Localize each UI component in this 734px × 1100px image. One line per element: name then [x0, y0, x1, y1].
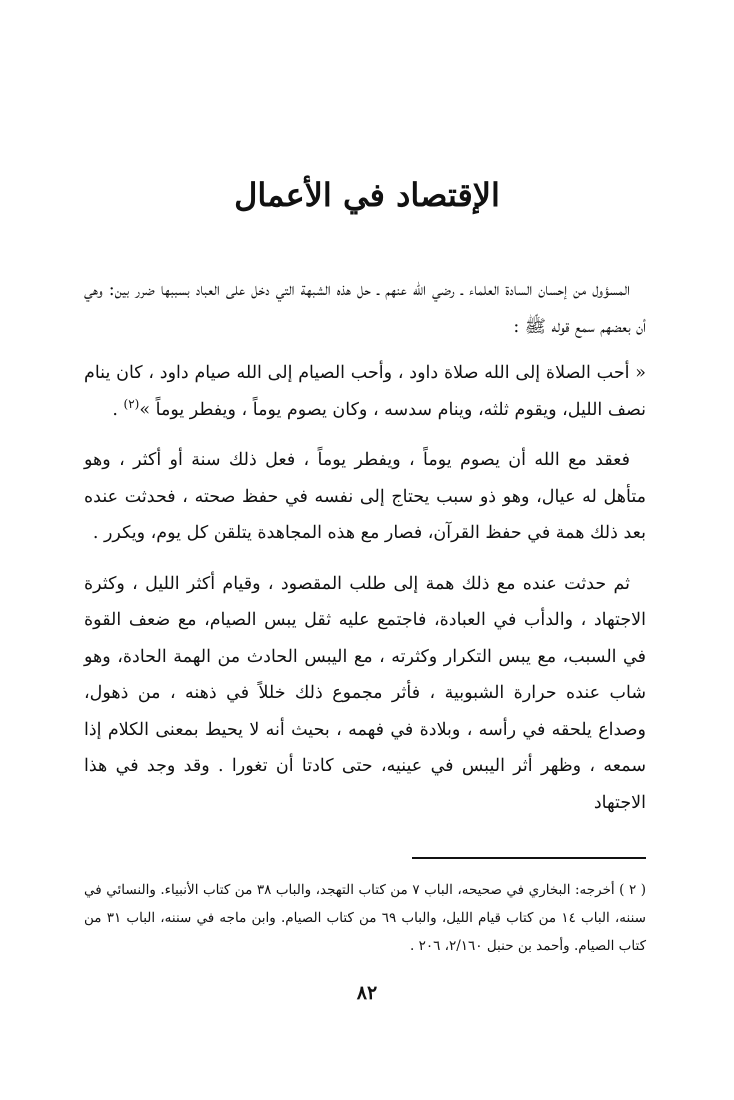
paragraph-effects: ثم حدثت عنده مع ذلك همة إلى طلب المقصود ، وقيام أكثر الليل ، وكثرة الاجتهاد ، والدأب في العبادة، فاجتمع عليه ثقل يبس الصيام، مع ضعف القوة في السبب، مع يبس التكرار وكثرته ، مع اليبس الحادث من الهمة الحادة، وهو شاب عنده حرارة الشبوبية ، فأثر مجموع ذلك خللاً في ذهنه ، من ذهول، وصداع يلحقه في رأسه ، وبلادة في فهمه ، بحيث أنه لا يحيط بمعنى الكلام إذا سمعه ، وظهر أثر اليبس في عينيه، حتى كادتا أن تغورا . وقد وجد في هذا الاجتهاد — [84, 573, 646, 813]
footnote: ( ٢ ) أخرجه: البخاري في صحيحه، الباب ٧ من كتاب التهجد، والباب ٣٨ من كتاب الأنبياء. والنسائي في سننه، الباب ١٤ من كتاب قيام الليل، والباب ٦٩ من كتاب الصيام. وابن ماجه في سننه، الباب ٣١ من كتاب الصيام. وأحمد بن حنبل ٢/١٦٠، ٢٠٦ . — [84, 882, 647, 954]
footnote-divider — [412, 857, 646, 859]
hadith-quote-end: . — [112, 399, 124, 420]
hadith-quote-text: « أحب الصلاة إلى الله صلاة داود ، وأحب الصيام إلى الله صيام داود ، كان ينام نصف الليل، ويقوم ثلثه، وينام سدسه ، وكان يصوم يوماً ، ويفطر يوماً » — [84, 363, 646, 420]
paragraph-vow: فعقد مع الله أن يصوم يوماً ، ويفطر يوماً ، فعل ذلك سنة أو أكثر ، وهو متأهل له عيال، وهو ذو سبب يحتاج إلى نفسه في حفظ صحته ، فحدثت عنده بعد ذلك همة في حفظ القرآن، فصار مع هذه المجاهدة يتلقن كل يوم، ويكرر . — [84, 450, 646, 543]
page-number: ٨٢ — [356, 982, 378, 1004]
hadith-quote-paragraph — [84, 355, 646, 428]
paragraph-question: المسؤول من إحسان السادة العلماء ـ رضي الله عنهم ـ حل هذه الشبهة التي دخل على العباد بسببها ضرر بين: وهي أن بعضهم سمع قوله ﷺ : — [84, 280, 646, 337]
body-text — [84, 272, 646, 821]
chapter-title: الإقتصاد في الأعمال — [234, 176, 500, 214]
footnote-reference[interactable]: (٢) — [123, 396, 140, 411]
